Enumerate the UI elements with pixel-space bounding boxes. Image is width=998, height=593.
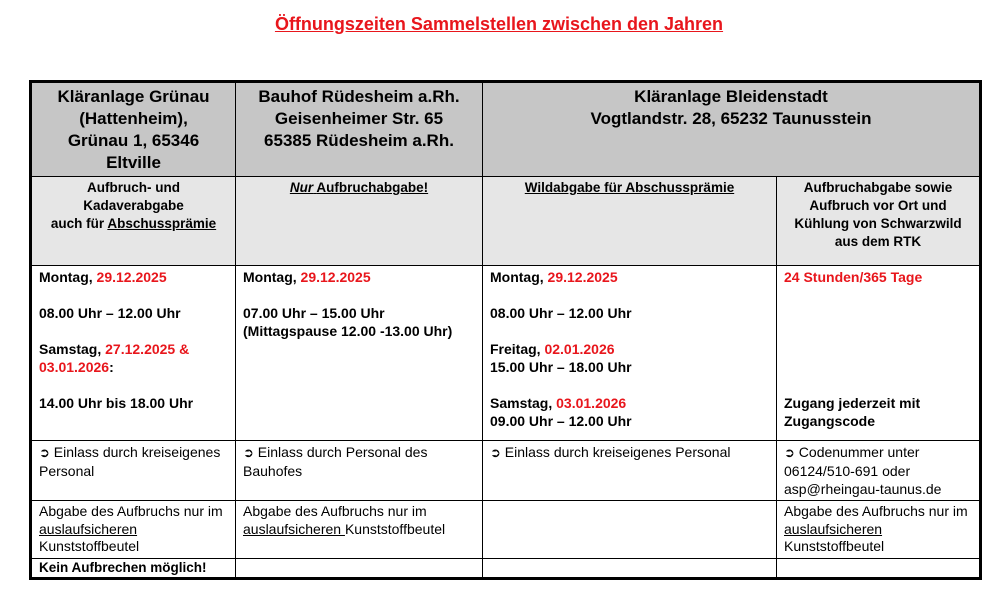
- phone-number: 06124/510-691 oder: [784, 463, 911, 479]
- header-line: (Hattenheim),: [79, 109, 188, 128]
- time-range: 14.00 Uhr bis 18.00 Uhr: [39, 395, 194, 411]
- subheader-row: [31, 177, 981, 266]
- empty-cell: [483, 558, 777, 578]
- subheader-gruenau: [31, 177, 236, 266]
- lunch-break: (Mittagspause 12.00 -13.00 Uhr): [243, 323, 453, 339]
- bag-text: Kunststoffbeutel: [39, 538, 140, 554]
- entry-text: Einlass durch kreiseigenes Personal: [39, 444, 221, 479]
- entry-text: Einlass durch Personal des Bauhofes: [243, 444, 428, 479]
- bag-underlined: auslaufsicheren: [243, 520, 345, 537]
- day-label: Samstag,: [490, 395, 557, 411]
- date-value: 29.12.2025: [547, 269, 618, 285]
- subheader-text: Wildabgabe für Abschussprämie: [524, 180, 735, 195]
- bag-bauhof: [236, 501, 483, 559]
- day-label: Freitag,: [490, 341, 545, 357]
- empty-cell: [777, 558, 981, 578]
- time-range: 08.00 Uhr – 12.00 Uhr: [39, 305, 181, 321]
- entry-gruenau: [31, 441, 236, 501]
- header-line: Kläranlage Grünau: [57, 87, 210, 106]
- date-value: 29.12.2025: [96, 269, 167, 285]
- day-label: Montag,: [39, 269, 97, 285]
- day-label: Montag,: [490, 269, 548, 285]
- header-line: Grünau 1, 65346: [67, 131, 200, 150]
- day-label: Samstag,: [39, 341, 106, 357]
- entry-bauhof: [236, 441, 483, 501]
- date-value: 03.01.2026: [556, 395, 627, 411]
- entry-row: [31, 441, 981, 501]
- bag-underlined: auslaufsicheren: [39, 520, 138, 537]
- subheader-line: [39, 215, 228, 233]
- subheader-text: Aufbruchabgabe!: [316, 180, 429, 195]
- subheader-aufbruchabgabe: [777, 177, 981, 266]
- collection-points-table: [29, 80, 982, 580]
- header-line: Geisenheimer Str. 65: [274, 109, 444, 128]
- subheader-italic: Nur: [289, 180, 314, 195]
- subheader-line: Kadaverabgabe: [83, 198, 184, 213]
- bag-bleidenstadt: [483, 501, 777, 559]
- header-line: 65385 Rüdesheim a.Rh.: [264, 131, 454, 150]
- arrow-icon: ➲: [784, 445, 795, 460]
- bag-text: Kunststoffbeutel: [344, 520, 446, 537]
- subheader-bauhof: [236, 177, 483, 266]
- bag-text: Abgabe des Aufbruchs nur im: [243, 503, 427, 519]
- header-line: Bauhof Rüdesheim a.Rh.: [258, 87, 460, 106]
- hours-row: [31, 266, 981, 441]
- subheader-underlined: Abschussprämie: [107, 216, 217, 231]
- day-label: Montag,: [243, 269, 301, 285]
- date-value: 29.12.2025: [300, 269, 371, 285]
- bag-rtk: [777, 501, 981, 559]
- header-bauhof-ruedesheim: [236, 82, 483, 177]
- hours-gruenau: [31, 266, 236, 441]
- subheader-line: Kühlung von Schwarzwild: [794, 216, 962, 231]
- subheader-line: aus dem RTK: [834, 234, 922, 249]
- subheader-line: Aufbruch- und: [87, 180, 180, 195]
- time-range: 09.00 Uhr – 12.00 Uhr: [490, 413, 632, 429]
- no-gutting-note: Kein Aufbrechen möglich!: [31, 558, 236, 578]
- empty-cell: [236, 558, 483, 578]
- hours-bauhof: [236, 266, 483, 441]
- hours-rtk: [777, 266, 981, 441]
- time-range: 15.00 Uhr – 18.00 Uhr: [490, 359, 632, 375]
- subheader-wildabgabe: [483, 177, 777, 266]
- arrow-icon: ➲: [490, 445, 501, 460]
- access-note: Zugang jederzeit mit: [784, 395, 921, 411]
- date-value: 03.01.2026: [39, 359, 110, 375]
- header-klaeranlage-gruenau: [31, 82, 236, 177]
- entry-bleidenstadt: [483, 441, 777, 501]
- page-title: Öffnungszeiten Sammelstellen zwischen den Jahren: [274, 14, 724, 34]
- hours-bleidenstadt: [483, 266, 777, 441]
- header-line: Vogtlandstr. 28, 65232 Taunusstein: [590, 109, 872, 128]
- date-value: 02.01.2026: [544, 341, 615, 357]
- time-range: 07.00 Uhr – 15.00 Uhr: [243, 305, 385, 321]
- bag-gruenau: [31, 501, 236, 559]
- colon: :: [109, 359, 114, 375]
- email-address[interactable]: asp@rheingau-taunus.de: [784, 481, 942, 497]
- bag-text: Abgabe des Aufbruchs nur im: [784, 503, 968, 519]
- arrow-icon: ➲: [39, 445, 50, 460]
- subheader-line: Aufbruchabgabe sowie: [803, 180, 953, 195]
- time-range: 08.00 Uhr – 12.00 Uhr: [490, 305, 632, 321]
- entry-text: Einlass durch kreiseigenes Personal: [504, 444, 731, 460]
- access-note: Zugangscode: [784, 413, 876, 429]
- bag-text: Kunststoffbeutel: [784, 538, 885, 554]
- hours-24-7: 24 Stunden/365 Tage: [784, 269, 923, 285]
- date-value: 27.12.2025 &: [105, 341, 190, 357]
- last-row: [31, 558, 981, 578]
- arrow-icon: ➲: [243, 445, 254, 460]
- subheader-line: Aufbruch vor Ort und: [809, 198, 947, 213]
- bag-row: [31, 501, 981, 559]
- header-klaeranlage-bleidenstadt: [483, 82, 981, 177]
- header-line: Eltville: [106, 153, 161, 172]
- subheader-text: auch für: [50, 216, 108, 231]
- bag-text: Abgabe des Aufbruchs nur im: [39, 503, 223, 519]
- entry-text: Codenummer unter: [798, 444, 920, 460]
- header-row: [31, 82, 981, 177]
- entry-rtk: [777, 441, 981, 501]
- header-line: Kläranlage Bleidenstadt: [634, 87, 828, 106]
- bag-underlined: auslaufsicheren: [784, 520, 883, 537]
